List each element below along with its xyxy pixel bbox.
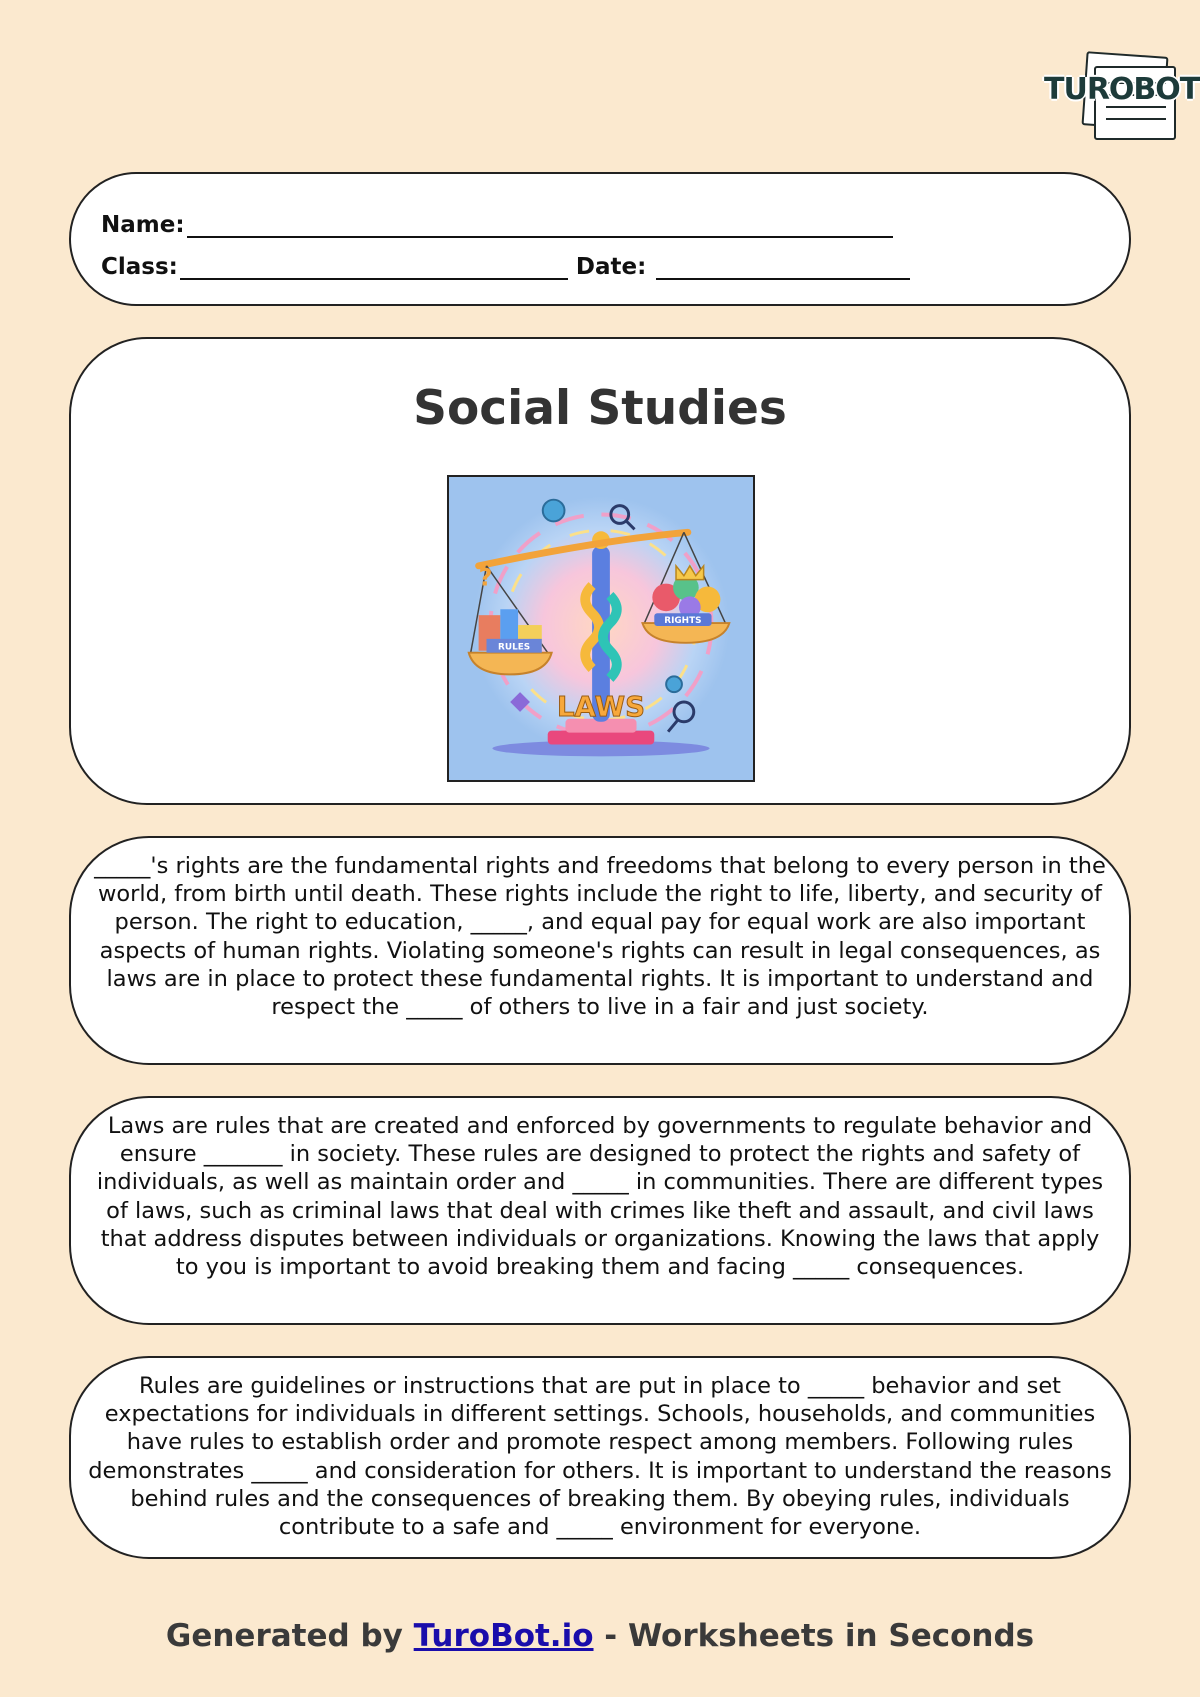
turobot-link[interactable]: TuroBot.io (413, 1618, 594, 1654)
class-field[interactable] (180, 254, 568, 280)
passage-rules (69, 1356, 1131, 1559)
passage-text: Rules are guidelines or instructions that are put in place to _____ behavior and set expectations for individuals in different settings. Schools, households, and communities have rules to establish order and promote respect among members. Following rules demonstrates _____ and consideration for others. It is important to understand the reasons behind rules and the consequences of breaking them. By obeying rules, individuals contribute to a safe and _____ environment for everyone. (88, 1373, 1112, 1541)
passage-human-rights (69, 836, 1131, 1065)
footer-suffix: - Worksheets in Seconds (593, 1618, 1035, 1654)
scales-of-justice-illustration (447, 475, 755, 782)
logo-wordmark: TUROBOT (1044, 72, 1200, 107)
title-card (69, 337, 1131, 805)
name-field[interactable] (187, 212, 893, 238)
date-field[interactable] (656, 254, 910, 280)
name-label: Name: (101, 212, 185, 238)
date-label: Date: (575, 254, 647, 280)
student-info-card (69, 172, 1131, 306)
svg-text:LAWS: LAWS (556, 689, 646, 723)
svg-text:RULES: RULES (498, 642, 531, 653)
turobot-logo (1044, 50, 1200, 138)
passage-text: _____'s rights are the fundamental rights and freedoms that belong to every person in the world, from birth until death. These rights include the right to life, liberty, and security of person. The right to education, _____, and equal pay for equal work are also important aspects of human rights. Violating someone's rights can result in legal consequences, as laws are in place to protect these fundamental rights. It is important to understand and respect the _____ of others to live in a fair and just society. (94, 853, 1106, 1021)
passage-text: Laws are rules that are created and enforced by governments to regulate behavior and ensure _______ in society. These rules are designed to protect the rights and safety of individuals, as well as maintain order and _____ in communities. There are different types of laws, such as criminal laws that deal with crimes like theft and assault, and civil laws that address disputes between individuals or organizations. Knowing the laws that apply to you is important to avoid breaking them and facing _____ consequences. (96, 1113, 1104, 1281)
class-label: Class: (101, 254, 178, 280)
footer-prefix: Generated by (165, 1618, 414, 1654)
svg-text:?: ? (478, 563, 493, 592)
svg-text:RIGHTS: RIGHTS (664, 616, 702, 627)
class-date-row (101, 254, 910, 280)
passage-laws (69, 1096, 1131, 1325)
name-row (101, 212, 893, 238)
footer (0, 1618, 1200, 1654)
worksheet-title: Social Studies (413, 381, 787, 436)
